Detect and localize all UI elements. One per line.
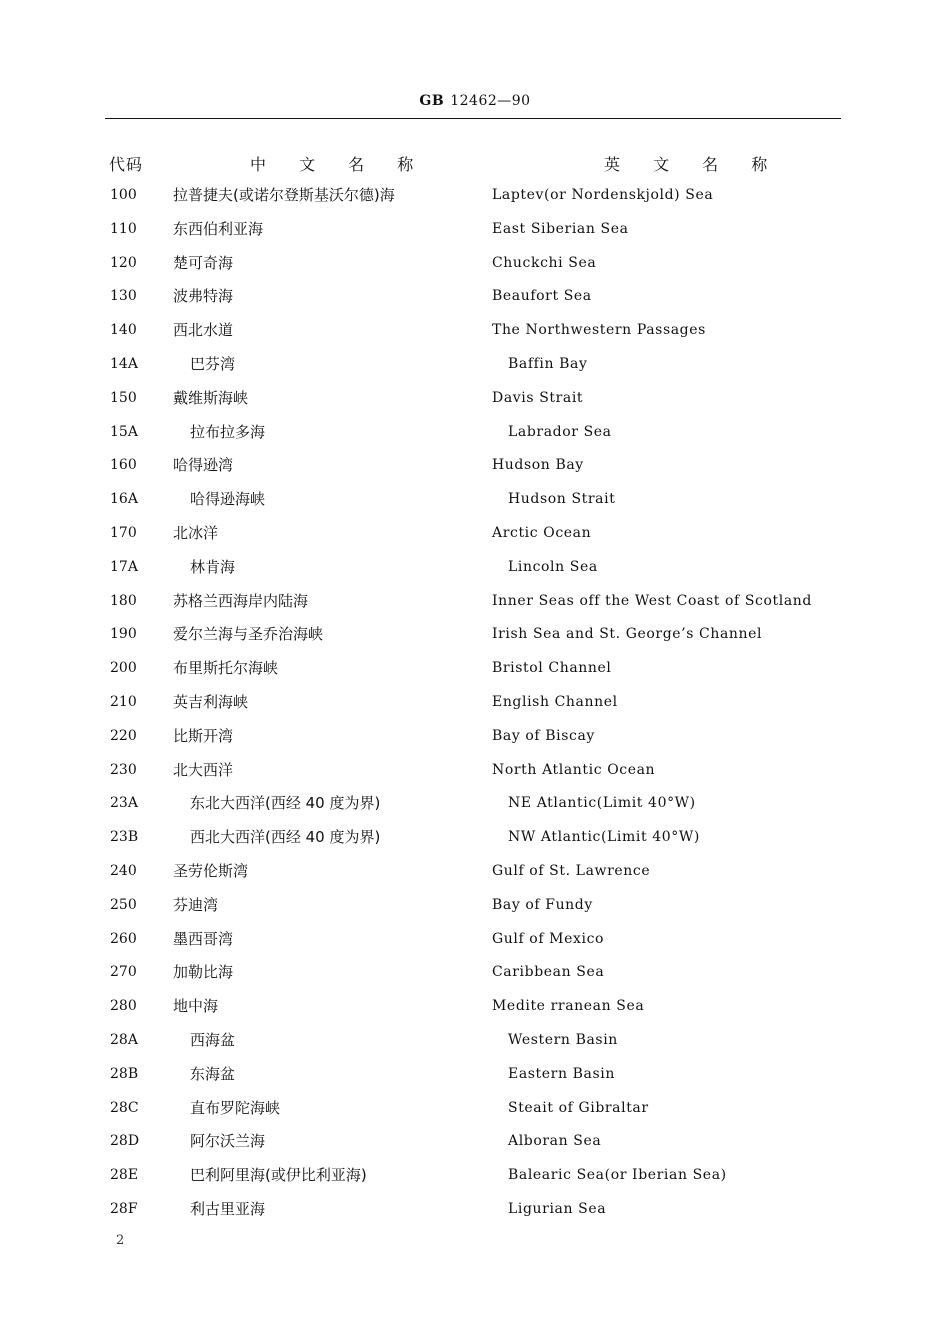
row-code: 23A — [110, 795, 138, 812]
row-chinese-name: 东北大西洋(西经 40 度为界) — [190, 794, 381, 813]
table-row — [0, 618, 950, 652]
table-row — [0, 213, 950, 247]
row-chinese-name: 巴芬湾 — [190, 354, 236, 373]
table-row — [0, 652, 950, 686]
table-row — [0, 1058, 950, 1092]
row-code: 120 — [110, 254, 137, 271]
row-english-name: NW Atlantic(Limit 40°W) — [508, 829, 700, 846]
row-code: 270 — [110, 964, 137, 981]
row-chinese-name: 拉普捷夫(或诺尔登斯基沃尔德)海 — [173, 186, 395, 204]
row-english-name: Gulf of Mexico — [492, 930, 605, 947]
table-row — [0, 720, 950, 754]
row-chinese-name: 哈得逊海峡 — [190, 490, 266, 509]
row-english-name: Inner Seas off the West Coast of Scotland — [492, 592, 812, 609]
table-row — [0, 1092, 950, 1126]
row-code: 160 — [110, 457, 137, 474]
table-row — [0, 956, 950, 990]
table-row — [0, 990, 950, 1024]
row-english-name: North Atlantic Ocean — [492, 761, 656, 778]
row-code: 100 — [110, 187, 137, 203]
table-row — [0, 585, 950, 619]
table-row — [0, 1024, 950, 1058]
header-rule — [105, 118, 841, 119]
row-code: 16A — [110, 491, 138, 508]
row-chinese-name: 利古里亚海 — [190, 1199, 266, 1218]
table-row — [0, 821, 950, 855]
row-english-name: Eastern Basin — [508, 1065, 615, 1082]
row-chinese-name: 苏格兰西海岸内陆海 — [173, 591, 309, 610]
row-chinese-name: 英吉利海峡 — [173, 692, 249, 711]
row-english-name: Labrador Sea — [508, 423, 612, 440]
row-english-name: East Siberian Sea — [492, 220, 629, 237]
row-chinese-name: 巴利阿里海(或伊比利亚海) — [190, 1166, 367, 1185]
row-english-name: Davis Strait — [492, 389, 584, 406]
row-chinese-name: 阿尔沃兰海 — [190, 1132, 266, 1151]
table-row — [0, 855, 950, 889]
table-row — [0, 382, 950, 416]
row-code: 280 — [110, 998, 137, 1015]
row-english-name: The Northwestern Passages — [492, 322, 706, 339]
row-chinese-name: 加勒比海 — [173, 963, 234, 982]
row-english-name: Baffin Bay — [508, 355, 588, 372]
row-chinese-name: 戴维斯海峡 — [173, 388, 249, 407]
column-header-chinese: 中 文 名 称 — [250, 155, 428, 174]
row-english-name: Beaufort Sea — [492, 288, 592, 305]
row-code: 110 — [110, 220, 137, 237]
row-code: 250 — [110, 896, 137, 913]
row-chinese-name: 楚可奇海 — [173, 253, 234, 272]
row-english-name: Western Basin — [508, 1031, 618, 1048]
row-english-name: Caribbean Sea — [492, 964, 605, 981]
table-row — [0, 179, 950, 213]
table-row — [0, 348, 950, 382]
table-row — [0, 517, 950, 551]
page-header — [0, 93, 950, 109]
row-chinese-name: 东西伯利亚海 — [173, 219, 264, 238]
row-code: 180 — [110, 592, 137, 609]
row-chinese-name: 西海盆 — [190, 1030, 236, 1049]
table-row — [0, 280, 950, 314]
column-header-english: 英 文 名 称 — [604, 155, 782, 174]
row-english-name: Bay of Biscay — [492, 727, 595, 744]
row-code: 150 — [110, 389, 137, 406]
table-row — [0, 1193, 950, 1227]
sea-area-table — [0, 179, 950, 1227]
row-english-name: Bay of Fundy — [492, 896, 593, 913]
row-english-name: English Channel — [492, 693, 618, 710]
row-code: 140 — [110, 322, 137, 339]
row-code: 170 — [110, 524, 137, 541]
row-english-name: Gulf of St. Lawrence — [492, 862, 651, 879]
table-row — [0, 889, 950, 923]
row-chinese-name: 爱尔兰海与圣乔治海峡 — [173, 625, 324, 644]
row-code: 200 — [110, 660, 137, 677]
row-chinese-name: 芬迪湾 — [173, 895, 219, 914]
row-chinese-name: 拉布拉多海 — [190, 422, 266, 441]
row-english-name: Laptev(or Nordenskjold) Sea — [492, 187, 714, 203]
row-english-name: Bristol Channel — [492, 660, 612, 677]
row-english-name: Steait of Gibraltar — [508, 1099, 649, 1116]
row-code: 15A — [110, 423, 138, 440]
row-code: 190 — [110, 626, 137, 643]
row-chinese-name: 直布罗陀海峡 — [190, 1098, 281, 1117]
table-row — [0, 416, 950, 450]
row-chinese-name: 布里斯托尔海峡 — [173, 659, 279, 678]
row-code: 130 — [110, 288, 137, 305]
row-code: 17A — [110, 558, 138, 575]
row-code: 240 — [110, 862, 137, 879]
row-chinese-name: 北冰洋 — [173, 523, 219, 542]
table-row — [0, 247, 950, 281]
table-row — [0, 787, 950, 821]
row-english-name: Lincoln Sea — [508, 558, 598, 575]
row-code: 28B — [110, 1065, 139, 1082]
row-chinese-name: 波弗特海 — [173, 287, 234, 306]
row-english-name: Ligurian Sea — [508, 1200, 607, 1217]
row-code: 28F — [110, 1200, 138, 1217]
row-code: 28C — [110, 1099, 139, 1116]
table-row — [0, 923, 950, 957]
row-code: 28A — [110, 1031, 138, 1048]
row-code: 28E — [110, 1167, 139, 1184]
standard-prefix: GB — [419, 93, 445, 109]
table-row — [0, 551, 950, 585]
row-chinese-name: 西北水道 — [173, 321, 234, 340]
row-english-name: Alboran Sea — [508, 1133, 602, 1150]
row-english-name: Irish Sea and St. George’s Channel — [492, 626, 763, 643]
row-chinese-name: 西北大西洋(西经 40 度为界) — [190, 828, 381, 847]
row-english-name: NE Atlantic(Limit 40°W) — [508, 795, 696, 812]
table-row — [0, 754, 950, 788]
row-chinese-name: 林肯海 — [190, 557, 236, 576]
row-chinese-name: 地中海 — [173, 997, 219, 1016]
table-row — [0, 449, 950, 483]
row-code: 220 — [110, 727, 137, 744]
row-chinese-name: 哈得逊湾 — [173, 456, 234, 475]
row-code: 14A — [110, 355, 138, 372]
standard-number: 12462—90 — [450, 93, 531, 109]
table-row — [0, 483, 950, 517]
row-chinese-name: 东海盆 — [190, 1064, 236, 1083]
row-english-name: Chuckchi Sea — [492, 254, 597, 271]
row-english-name: Medite rranean Sea — [492, 998, 645, 1015]
row-code: 28D — [110, 1133, 140, 1150]
row-english-name: Hudson Strait — [508, 491, 616, 508]
table-row — [0, 314, 950, 348]
row-code: 230 — [110, 761, 137, 778]
row-english-name: Hudson Bay — [492, 457, 584, 474]
table-row — [0, 686, 950, 720]
row-chinese-name: 墨西哥湾 — [173, 929, 234, 948]
row-english-name: Arctic Ocean — [492, 524, 592, 541]
table-row — [0, 1159, 950, 1193]
row-chinese-name: 比斯开湾 — [173, 726, 234, 745]
row-chinese-name: 圣劳伦斯湾 — [173, 861, 249, 880]
column-header-code: 代码 — [109, 155, 144, 174]
row-chinese-name: 北大西洋 — [173, 760, 234, 779]
page-number: 2 — [116, 1233, 125, 1248]
row-english-name: Balearic Sea(or Iberian Sea) — [508, 1167, 727, 1184]
row-code: 210 — [110, 693, 137, 710]
row-code: 260 — [110, 930, 137, 947]
table-row — [0, 1125, 950, 1159]
row-code: 23B — [110, 829, 139, 846]
